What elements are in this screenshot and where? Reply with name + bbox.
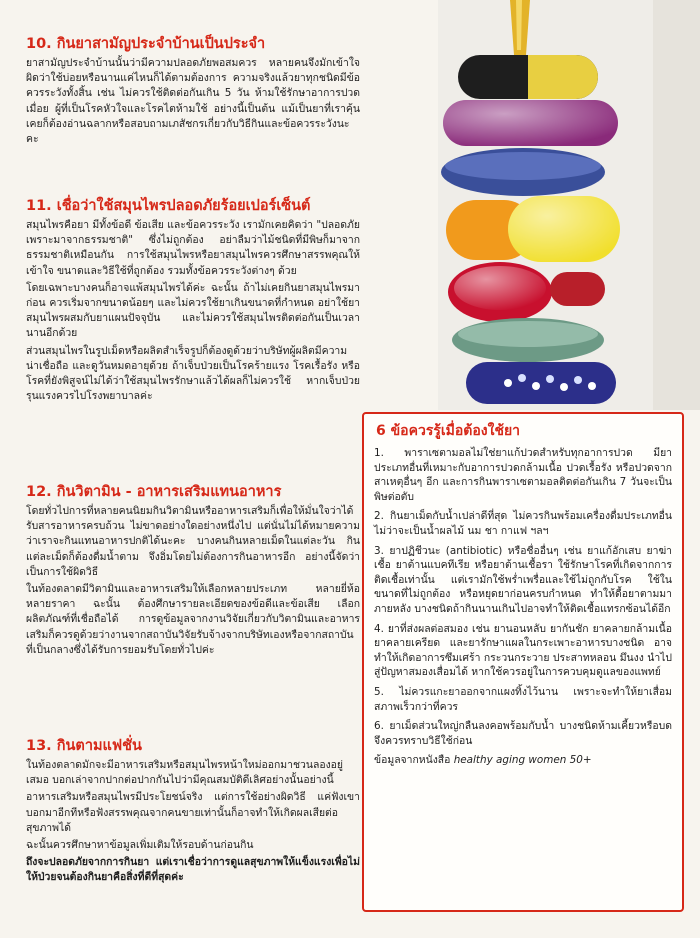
list-item: 1. พาราเซตามอลไม่ใช่ยาแก้ปวดสำหรับทุกอาการปวด มียาประเภทอื่นที่เหมาะกับอาการปวดกล้ามเนื้อ ปวดเรื้อรัง หรือปวดจากสาเหตุอื่นๆ อีก และการกินพาราเซตามอลติดต่อกันเกิน 7 วันจะเป็นพิษต่อตับ <box>374 447 672 503</box>
section-10 <box>26 34 360 149</box>
tips-box <box>362 412 684 912</box>
section-11-paragraph-3: ส่วนสมุนไพรในรูปเม็ดหรือผลิตสำเร็จรูปก็ต้องดูด้วยว่าบริษัทผู้ผลิตมีความน่าเชื่อถือ และดูวันหมดอายุด้วย ถ้าเจ็บป่วยเป็นโรคร้ายแรง โรคเรื้อรัง หรือโรคที่ยังพิสูจน์ไม่ได้ว่าใช้สมุนไพรรักษาแล้วได้ผลก็ไม่ควรใช้ หากเจ็บป่วยรุนแรงควรไปโรงพยาบาลค่ะ <box>26 344 360 403</box>
section-11-paragraph-1: สมุนไพรคือยา มีทั้งข้อดี ข้อเสีย และข้อควรระวัง เรามักเคยคิดว่า "ปลอดภัยเพราะมาจากธรรมชาติ" ซึ่งไม่ถูกต้อง อย่าลืมว่าไม้ชนิดที่มีพิษก็มาจากธรรมชาติเหมือนกัน การใช้สมุนไพรหรือยาสมุนไพรควรศึกษาสรรพคุณให้เข้าใจ ขนาดและวิธีใช้ที่ถูกต้อง รวมทั้งข้อควรระวังต่างๆ ด้วย <box>26 219 360 277</box>
section-13-paragraph-2: อาหารเสริมหรือสมุนไพรมีประโยชน์จริง แต่การใช้อย่างผิดวิธี แค่ฟังเขาบอกมาอีกทีหรือฟังสรรพคุณจากคนขายเท่านั้นก็อาจทำให้เกิดผลเสียต่อสุขภาพได้ <box>26 791 360 834</box>
section-12 <box>26 482 360 660</box>
section-10-paragraph-1: ยาสามัญประจำบ้านนั้นว่ามีความปลอดภัยพอสมควร หลายคนจึงมักเข้าใจผิดว่าใช้บ่อยหรือนานแค่ไหนก็ได้ตามต้องการ ความจริงแล้วยาทุกชนิดมีข้อควรระวังทั้งสิ้น เช่น ไม่ควรใช้ติดต่อกันเกิน 5 วัน ห้ามใช้รักษาอาการปวดเมื่อย ผู้ที่เป็นโรคหัวใจและโรคไตห้ามใช้ อย่างนี้เป็นต้น แม้เป็นยาที่เราคุ้นเคยก็ต้องอ่านฉลากหรือสอบถามเภสัชกรเกี่ยวกับวิธีกินและข้อควรระวังนะคะ <box>26 57 360 146</box>
pill-stack-photo <box>438 0 700 410</box>
tips-list <box>374 446 672 748</box>
section-12-paragraph-2: ในท้องตลาดมีวิตามินและอาหารเสริมให้เลือกหลายประเภท หลายยี่ห้อ หลายราคา ฉะนั้น ต้องศึกษารายละเอียดของข้อดีและข้อเสีย เลือกผลิตภัณฑ์ที่เชื่อถือได้ การดูข้อมูลจากงานวิจัยเกี่ยวกับวิตามินและอาหารเสริมก็ควรดูด้วยว่างานจากสถาบันวิจัยรับจ้างจากบริษัทเองหรือจากสถาบันที่เป็นกลางซึ่งได้รับการยอมรับโดยทั่วไปค่ะ <box>26 583 360 656</box>
section-13-paragraph-1: ในท้องตลาดมักจะมีอาหารเสริมหรือสมุนไพรหน้าใหม่ออกมาชวนลองอยู่เสมอ บอกเล่าจากปากต่อปากกันไปว่ามีคุณสมบัติดีเลิศอย่างนั้นอย่างนี้ <box>26 759 343 787</box>
section-13 <box>26 736 360 888</box>
section-13-heading: 13. กินตามแฟชั่น <box>26 738 142 754</box>
list-item: 6. ยาเม็ดส่วนใหญ่กลืนลงคอพร้อมกับน้ำ บางชนิดห้ามเคี้ยวหรือบด จึงควรทราบวิธีใช้ก่อน <box>374 720 672 747</box>
section-13-paragraph-3: ฉะนั้นควรศึกษาหาข้อมูลเพิ่มเติมให้รอบด้านก่อนกิน <box>26 839 254 852</box>
section-11-heading: 11. เชื่อว่าใช้สมุนไพรปลอดภัยร้อยเปอร์เซ็นต์ <box>26 198 311 214</box>
section-12-paragraph-1: โดยทั่วไปการที่หลายคนนิยมกินวิตามินหรืออาหารเสริมก็เพื่อให้มั่นใจว่าได้รับสารอาหารครบถ้วน ไม่ขาดอย่างใดอย่างหนึ่งไป แต่นั่นไม่ได้หมายความว่าเราจะกินแทนอาหารปกติได้นะคะ บางคนกินหลายเม็ดในแต่ละวัน กินแต่ละเม็ดก็ต้องดื่มน้ำตาม จึงอิ่มโดยไม่ต้องการกินอาหารอีก อย่างนี้จัดว่าเป็นการใช้ผิดวิธี <box>26 505 360 578</box>
source-citation <box>374 753 672 767</box>
list-item: 2. กินยาเม็ดกับน้ำเปล่าดีที่สุด ไม่ควรกินพร้อมเครื่องดื่มประเภทอื่น ไม่ว่าจะเป็นน้ำผลไม้ นม ชา กาแฟ ฯลฯ <box>374 510 672 537</box>
section-10-heading: 10. กินยาสามัญประจำบ้านเป็นประจำ <box>26 36 266 52</box>
section-11-paragraph-2: โดยเฉพาะบางคนก็อาจแพ้สมุนไพรได้ค่ะ ฉะนั้น ถ้าไม่เคยกินยาสมุนไพรมาก่อน ควรเริ่มจากขนาดน้อยๆ และไม่ควรใช้ยาเกินขนาดที่กำหนด อย่าใช้ยาสมุนไพรผสมกับยาแผนปัจจุบัน และไม่ควรใช้สมุนไพรติดต่อกันเป็นเวลานานอีกด้วย <box>26 281 360 340</box>
list-item: 4. ยาที่ส่งผลต่อสมอง เช่น ยานอนหลับ ยากันชัก ยาคลายกล้ามเนื้อ ยาคลายเครียด และยารักษาแผลในกระเพาะอาหารบางชนิด อาจทำให้เกิดอาการซึมเศร้า กระวนกระวาย ประสาทหลอน มึนงง นำไปสู่ปัญหาสมองเสื่อมได้ หากใช้ควรอยู่ในการควบคุมดูแลของแพทย์ <box>374 622 672 679</box>
list-item: 5. ไม่ควรแกะยาออกจากแผงทิ้งไว้นาน เพราะจะทำให้ยาเสื่อมสภาพเร็วกว่าที่ควร <box>374 685 672 713</box>
source-book: healthy aging women 50+ <box>453 754 592 767</box>
closing-bold-text: ถึงจะปลอดภัยจากการกินยา แต่เราเชื่อว่าการดูแลสุขภาพให้แข็งแรงเพื่อไม่ให้ป่วยจนต้องกินยาคือสิ่งที่ดีที่สุดค่ะ <box>26 856 360 884</box>
source-prefix: ข้อมูลจากหนังสือ <box>374 754 451 767</box>
section-12-heading: 12. กินวิตามิน - อาหารเสริมแทนอาหาร <box>26 484 282 500</box>
stack-of-pills-icon <box>438 0 700 410</box>
tips-box-title: 6 ข้อควรรู้เมื่อต้องใช้ยา <box>376 423 521 439</box>
section-11 <box>26 196 360 406</box>
section-13-closing <box>26 855 360 885</box>
list-item: 3. ยาปฏิชีวนะ (antibiotic) หรือชื่ออื่นๆ เช่น ยาแก้อักเสบ ยาฆ่าเชื้อ ยาต้านแบคทีเรีย หรือยาต้านเชื้อรา ใช้รักษาโรคที่เกิดจากการติดเชื้อเท่านั้น แต่เรามักใช้พร่ำเพรื่อและใช้ไม่ถูกกับโรค ใช้ในขนาดที่ไม่ถูกต้อง หรือหยุดยาก่อนครบกำหนด ทำให้ดื้อยาตามมาภายหลัง บางชนิดถ้ากินนานเกินไปอาจทำให้ติดเชื้อแทรกซ้อนได้อีก <box>374 544 672 615</box>
